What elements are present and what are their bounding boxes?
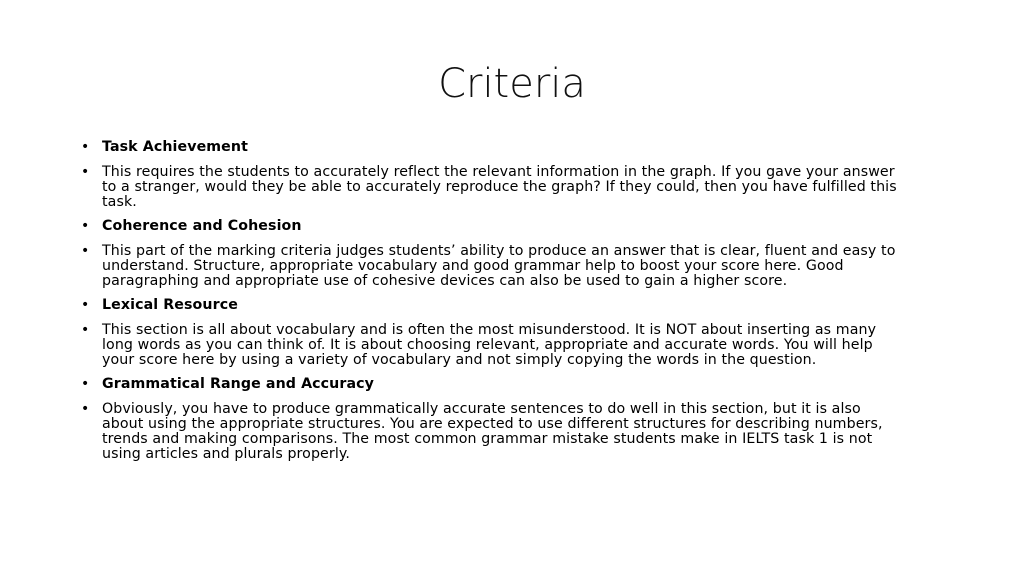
bullet-list	[78, 140, 906, 471]
list-item-body	[78, 244, 906, 289]
criterion-heading: Task Achievement	[102, 139, 248, 155]
criterion-description: This section is all about vocabulary and is often the most misunderstood. It is NOT about inserting as many long words as you can think of. It is about choosing relevant, appropriate and accurate words. You will help your score here by using a variety of vocabulary and not simply copying the words in the question.	[102, 322, 877, 368]
criterion-description: Obviously, you have to produce grammatically accurate sentences to do well in this section, but it is also about using the appropriate structures. You are expected to use different structures for describing numbers, trends and making comparisons. The most common grammar mistake students make in IELTS task 1 is not using articles and plurals properly.	[102, 401, 883, 462]
criterion-heading: Coherence and Cohesion	[102, 218, 302, 234]
list-item-body	[78, 165, 906, 210]
list-item-heading	[78, 298, 906, 313]
bullet-icon: •	[81, 139, 90, 155]
slide-title: Criteria	[438, 61, 586, 107]
bullet-icon: •	[81, 401, 90, 417]
criterion-description: This part of the marking criteria judges students’ ability to produce an answer that is clear, fluent and easy to understand. Structure, appropriate vocabulary and good grammar help to boost your score here. Good paragraphing and appropriate use of cohesive devices can also be used to gain a higher score.	[102, 243, 896, 289]
list-item-body	[78, 323, 906, 368]
bullet-icon: •	[81, 322, 90, 338]
criterion-heading: Grammatical Range and Accuracy	[102, 376, 375, 392]
bullet-icon: •	[81, 164, 90, 180]
criterion-heading: Lexical Resource	[102, 297, 238, 313]
list-item-body	[78, 402, 906, 462]
bullet-icon: •	[81, 218, 90, 234]
bullet-icon: •	[81, 243, 90, 259]
bullet-icon: •	[81, 376, 90, 392]
criterion-description: This requires the students to accurately reflect the relevant information in the graph. If you gave your answer to a stranger, would they be able to accurately reproduce the graph? If they could, then you have fulfilled this task.	[102, 164, 897, 210]
list-item-heading	[78, 219, 906, 234]
list-item-heading	[78, 140, 906, 155]
bullet-icon: •	[81, 297, 90, 313]
list-item-heading	[78, 377, 906, 392]
